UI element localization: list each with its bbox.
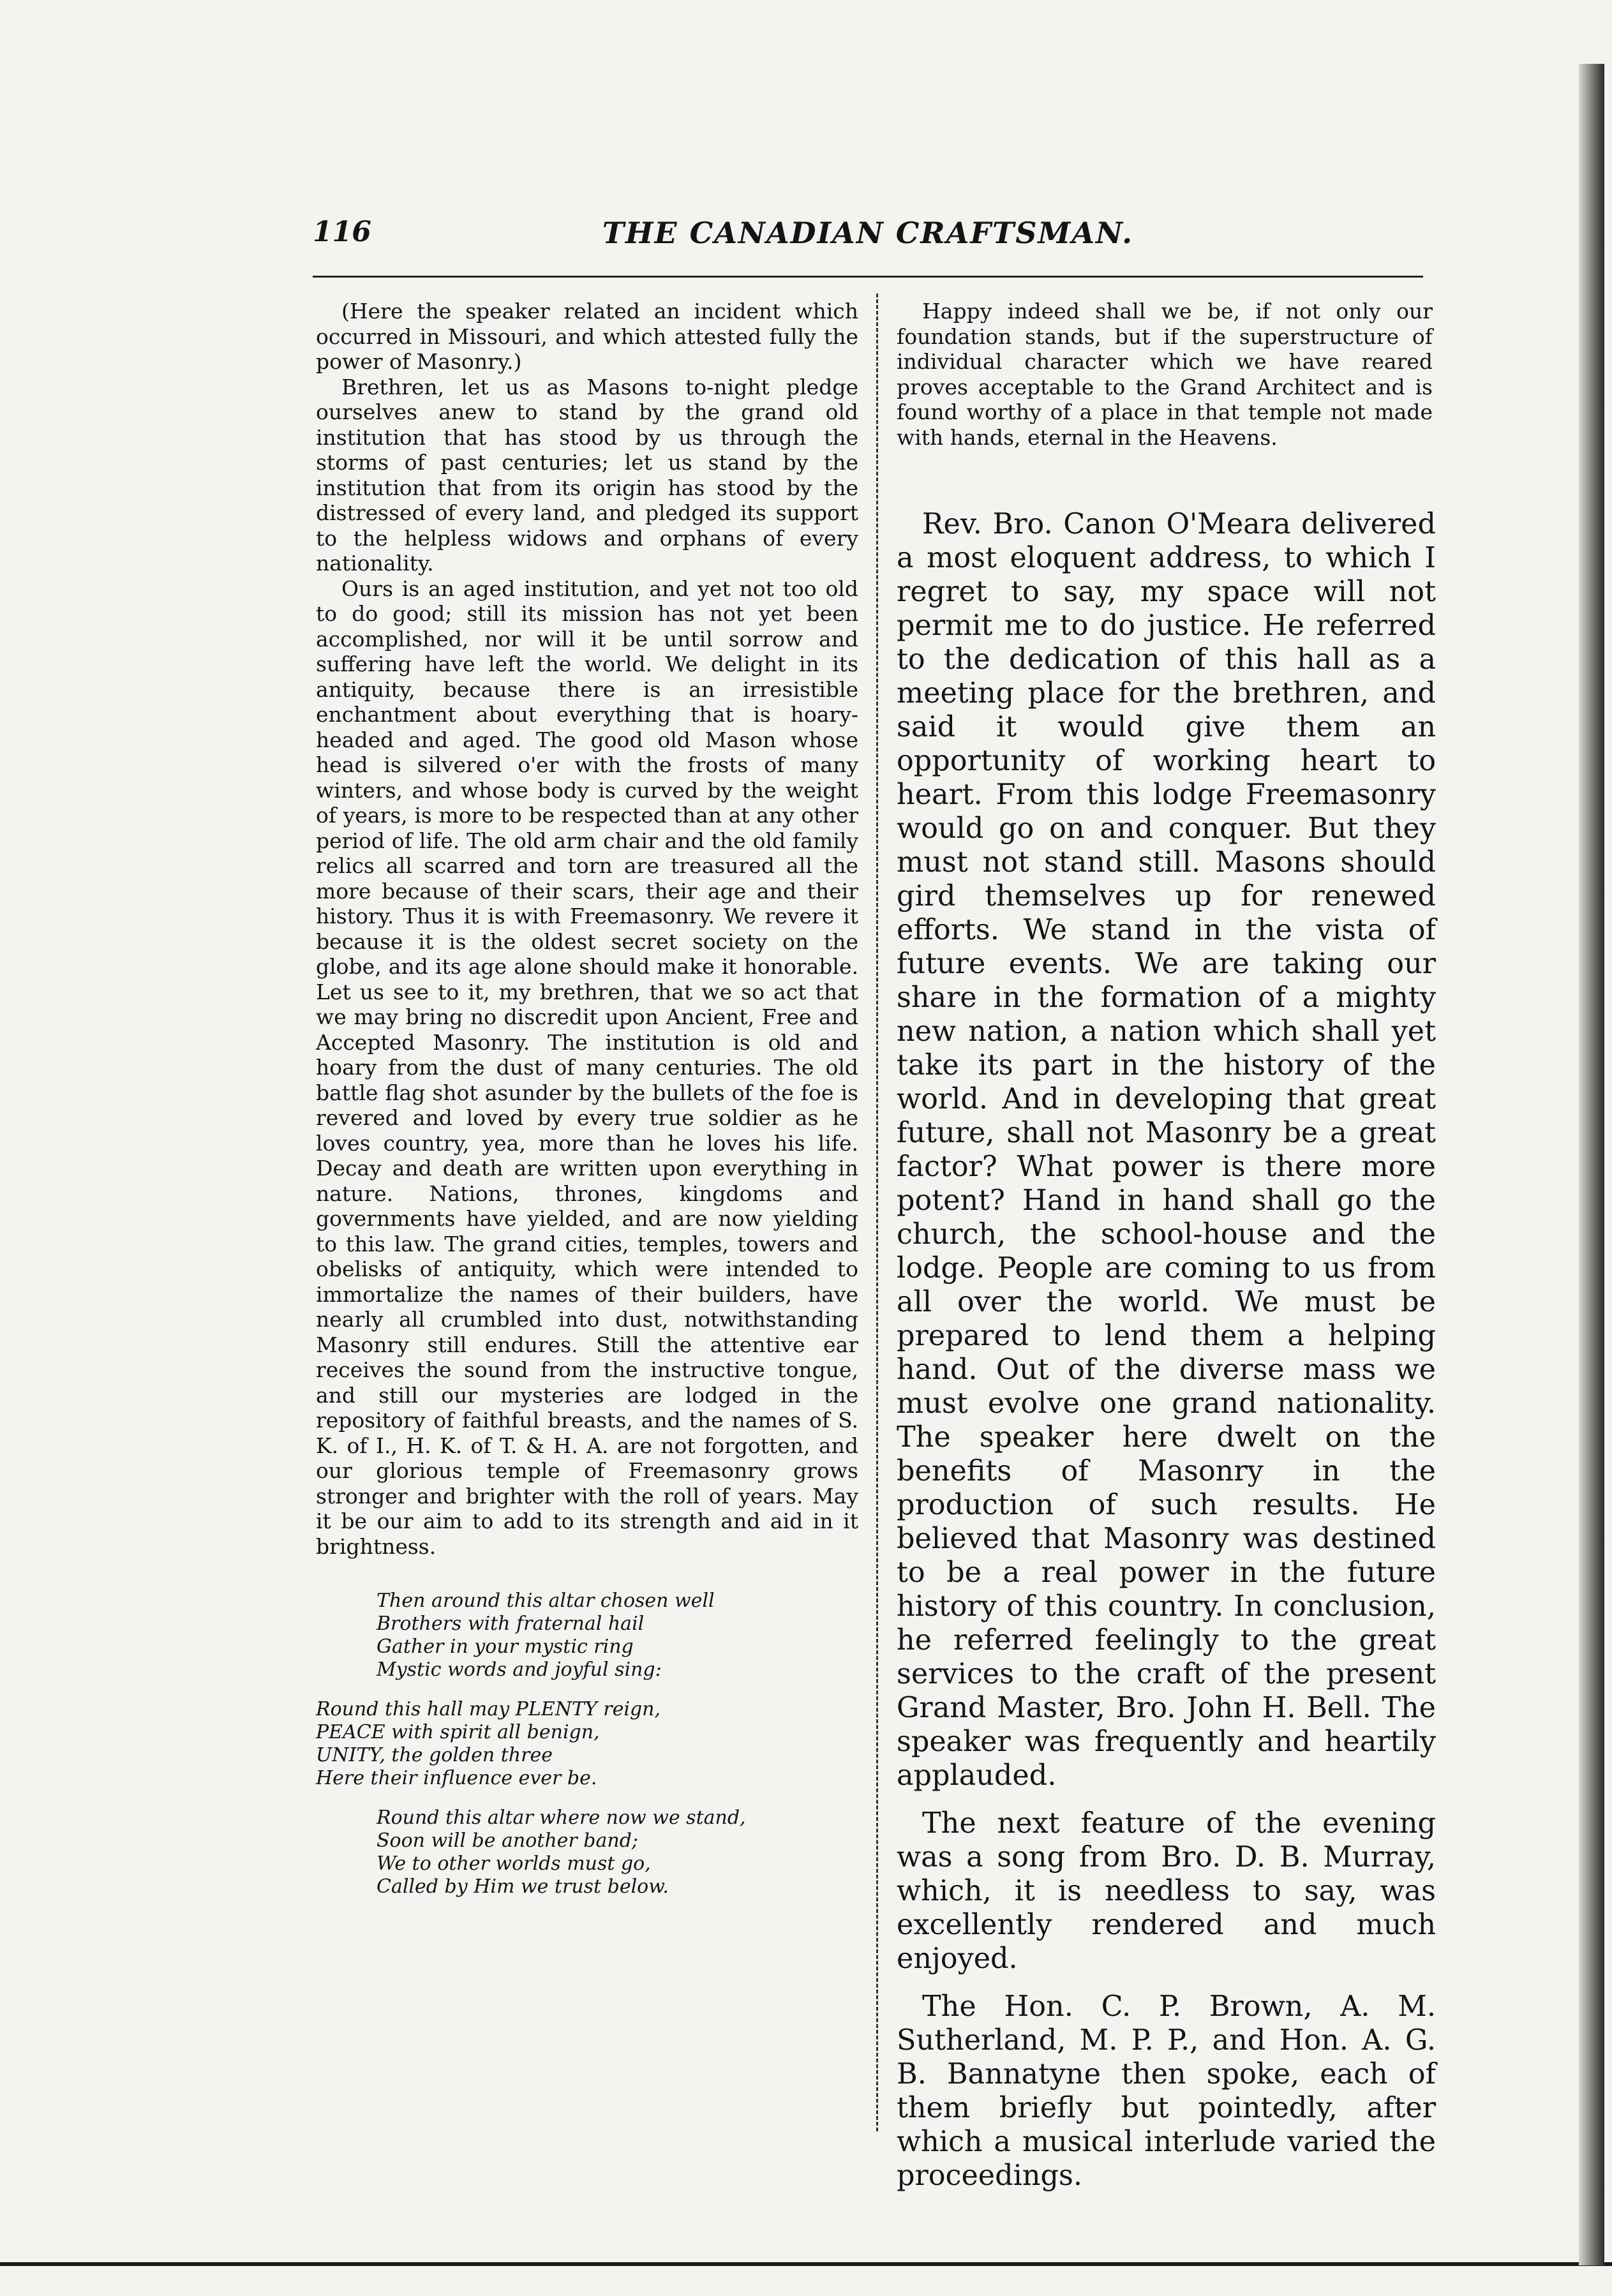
poem-line: Called by Him we trust below. bbox=[377, 1875, 669, 1898]
poem-line: UNITY, the golden three bbox=[316, 1744, 553, 1766]
paragraph: Happy indeed shall we be, if not only our foundation stands, but if the superstructure of individual character which we have reared proves acceptable to the Grand Architect and is found worthy of a place in that temple not made with hands, eternal in the Heavens. bbox=[897, 299, 1433, 450]
poem bbox=[316, 1590, 858, 1898]
left-column bbox=[316, 299, 858, 1915]
paragraph: The next feature of the evening was a song from Bro. D. B. Murray, which, it is needless to say, was excellently rendered and much enjoyed. bbox=[897, 1807, 1436, 1975]
paragraph: Brethren, let us as Masons to-night pledge ourselves anew to stand by the grand old institution that has stood by us through the storms of past centuries; let us stand by the institution that from its origin has stood by the distressed of every land, and pledged its support to the helpless widows and orphans of every nationality. bbox=[316, 374, 858, 576]
poem-line: Gather in your mystic ring bbox=[377, 1636, 634, 1658]
right-column bbox=[897, 507, 1436, 2207]
poem-line: Mystic words and joyful sing: bbox=[377, 1659, 662, 1681]
page-header bbox=[313, 216, 1423, 267]
poem-line: Round this altar where now we stand, bbox=[377, 1807, 746, 1829]
running-title: THE CANADIAN CRAFTSMAN. bbox=[602, 216, 1134, 250]
bottom-rule bbox=[0, 2262, 1612, 2266]
poem-line: Round this hall may PLENTY reign, bbox=[316, 1698, 661, 1720]
page-number: 116 bbox=[313, 216, 371, 248]
header-rule bbox=[313, 276, 1423, 278]
paragraph: The Hon. C. P. Brown, A. M. Sutherland, M. P. P., and Hon. A. G. B. Bannatyne then spoke, each of them briefly but pointedly, after which a musical interlude varied the proceedings. bbox=[897, 1990, 1436, 2192]
poem-line: PEACE with spirit all benign, bbox=[316, 1721, 600, 1743]
poem-line: Then around this altar chosen well bbox=[377, 1590, 715, 1612]
paragraph: Rev. Bro. Canon O'Meara delivered a most eloquent address, to which I regret to say, my space will not permit me to do justice. He referred to the dedication of this hall as a meeting place for the brethren, and said it would give them an opportunity of working heart to heart. From this lodge Freemasonry would go on and conquer. But they must not stand still. Masons should gird themselves up for renewed efforts. We stand in the vista of future events. We are taking our share in the formation of a mighty new nation, a nation which shall yet take its part in the history of the world. And in developing that great future, shall not Masonry be a great factor? What power is there more potent? Hand in hand shall go the church, the school-house and the lodge. People are coming to us from all over the world. We must be prepared to lend them a helping hand. Out of the diverse mass we must evolve one grand nationality. The speaker here dwelt on the benefits of Masonry in the production of such results. He believed that Masonry was destined to be a real power in the future history of this country. In conclusion, he referred feelingly to the great services to the craft of the present Grand Master, Bro. John H. Bell. The speaker was frequently and heartily applauded. bbox=[897, 508, 1436, 1792]
poem-line: Soon will be another band; bbox=[377, 1830, 639, 1852]
poem-stanza bbox=[316, 1590, 858, 1681]
column-divider bbox=[876, 294, 879, 2131]
page-edge-shadow bbox=[1579, 64, 1604, 2265]
poem-line: Brothers with fraternal hail bbox=[377, 1613, 645, 1635]
poem-line: We to other worlds must go, bbox=[377, 1852, 651, 1875]
paragraph: Ours is an aged institution, and yet not too old to do good; still its mission has not yet been accomplished, nor will it be until sorrow and suffering have left the world. We delight in its antiquity, because there is an irresistible enchantment about everything that is hoary-headed and aged. The good old Mason whose head is silvered o'er with the frosts of many winters, and whose body is curved by the weight of years, is more to be respected than at any other period of life. The old arm chair and the old family relics all scarred and torn are treasured all the more because of their scars, their age and their history. Thus it is with Freemasonry. We revere it because it is the oldest secret society on the globe, and its age alone should make it honorable. Let us see to it, my brethren, that we so act that we may bring no discredit upon Ancient, Free and Accepted Masonry. The institution is old and hoary from the dust of many centuries. The old battle flag shot asunder by the bullets of the foe is revered and loved by every true soldier as he loves country, yea, more than he loves his life. Decay and death are written upon everything in nature. Nations, thrones, kingdoms and governments have yielded, and are now yielding to this law. The grand cities, temples, towers and obelisks of antiquity, which were intended to immortalize the names of their builders, have nearly all crumbled into dust, notwithstanding Masonry still endures. Still the attentive ear receives the sound from the instructive tongue, and still our mysteries are lodged in the repository of faithful breasts, and the names of S. K. of I., H. K. of T. & H. A. are not forgotten, and our glorious temple of Freemasonry grows stronger and brighter with the roll of years. May it be our aim to add to its strength and aid in it brightness. bbox=[316, 576, 858, 1559]
poem-line: Here their influence ever be. bbox=[316, 1767, 597, 1789]
paragraph: (Here the speaker related an incident which occurred in Missouri, and which attested fully the power of Masonry.) bbox=[316, 299, 858, 374]
right-column-intro bbox=[897, 299, 1433, 450]
poem-stanza bbox=[316, 1698, 858, 1790]
poem-stanza bbox=[316, 1807, 858, 1898]
